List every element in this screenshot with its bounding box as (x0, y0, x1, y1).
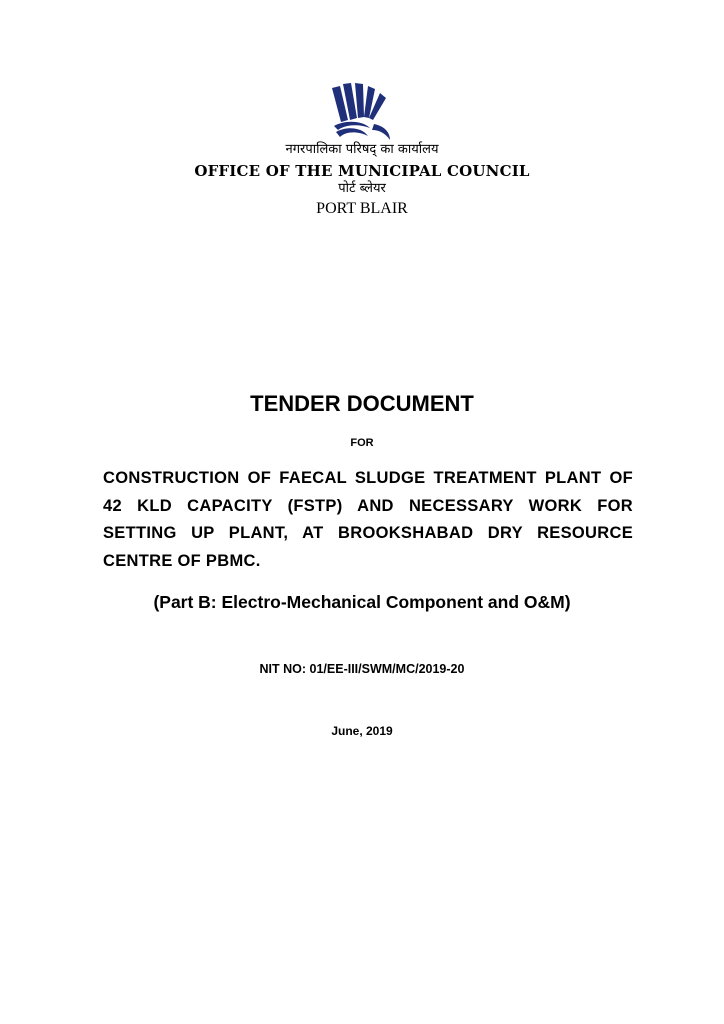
part-label: (Part B: Electro-Mechanical Component and O&M) (153, 592, 571, 612)
city-name-english: PORT BLAIR (316, 200, 408, 217)
nit-number: NIT NO: 01/EE-III/SWM/MC/2019-20 (259, 662, 465, 676)
document-title: TENDER DOCUMENT (250, 391, 474, 416)
for-label: FOR (350, 437, 374, 449)
document-date: June, 2019 (331, 724, 393, 738)
office-name-english: OFFICE OF THE MUNICIPAL COUNCIL (194, 162, 530, 180)
project-title: CONSTRUCTION OF FAECAL SLUDGE TREATMENT PLANT OF 42 KLD CAPACITY (FSTP) AND NECESSARY WORK FOR SETTING UP PLANT, AT BROOKSHABAD DRY RESOURCE CENTRE OF PBMC. (103, 469, 633, 570)
city-name-hindi: पोर्ट ब्लेयर (338, 181, 386, 196)
office-name-hindi: नगरपालिका परिषद् का कार्यालय (285, 142, 439, 157)
municipal-council-emblem-icon (328, 80, 394, 144)
